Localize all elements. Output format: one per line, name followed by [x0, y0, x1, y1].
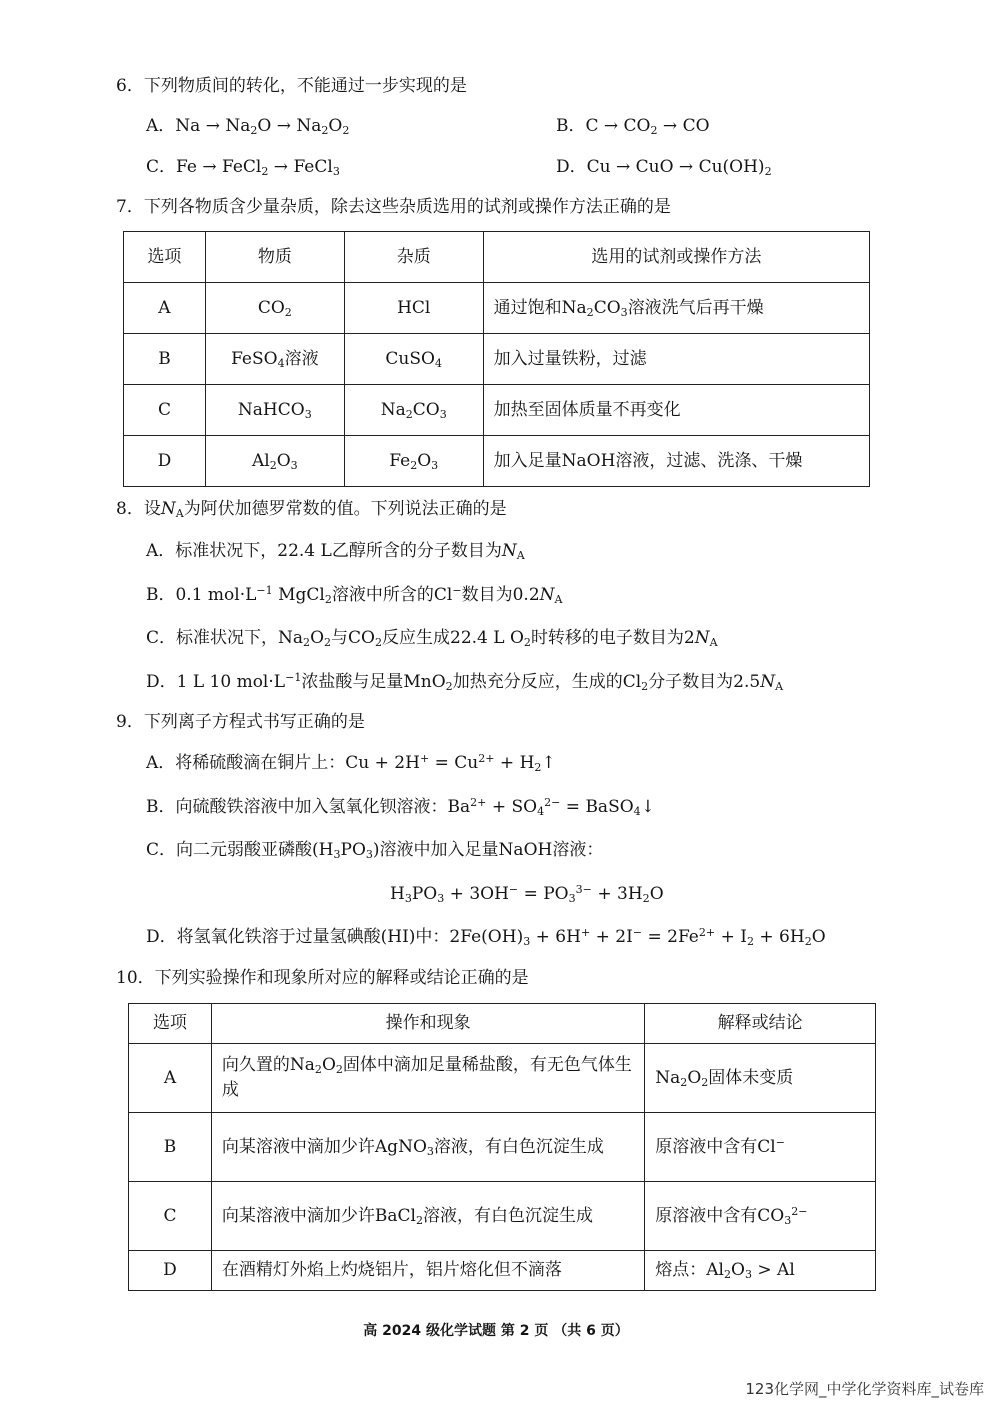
q9-option-a: A．将稀硫酸滴在铜片上：$Cu + 2H^+ = Cu^{2+}$ + $H_2↑$: [146, 751, 556, 775]
q7-cell-option: C: [124, 385, 206, 436]
q10-cell-conclusion: 原溶液中含有$CO_3^{2-}$: [645, 1182, 876, 1251]
q7-cell-substance: FeSO$_4$溶液: [205, 334, 344, 385]
q10-cell-option: A: [129, 1044, 212, 1113]
q7-cell-method: 加入过量铁粉，过滤: [483, 334, 869, 385]
table-row: [124, 385, 870, 436]
q6-option-d: D．Cu → CuO → $Cu(OH)_2$: [556, 157, 772, 179]
q7-cell-impurity: $Fe_2O_3$: [344, 436, 483, 487]
q9-option-c-equation: $H_3PO_3 + 3OH^- = PO_3^{3-} + 3H_2O$: [390, 882, 664, 906]
table-row: [124, 283, 870, 334]
q10-header-option: 选项: [129, 1004, 212, 1044]
q10-cell-operation: 在酒精灯外焰上灼烧铝片，铝片熔化但不滴落: [211, 1251, 644, 1291]
q10-stem: 10．下列实验操作和现象所对应的解释或结论正确的是: [116, 968, 529, 988]
q7-cell-option: D: [124, 436, 206, 487]
q7-header-row: [124, 232, 870, 283]
q7-cell-method: 加入足量NaOH溶液，过滤、洗涤、干燥: [483, 436, 869, 487]
table-row: [124, 436, 870, 487]
q8-option-d: D．1 L 10 $mol\cdot L^{-1}$浓盐酸与足量MnO$_2$加热充分反应，生成的$Cl_2$分子数目为$2.5N_A$: [146, 670, 784, 694]
q9-option-d: D．将氢氧化铁溶于过量氢碘酸(HI)中：$2Fe(OH)_3 + 6H^+ + 2I^- = 2Fe^{2+} + I_2 + 6H_2O$: [146, 925, 826, 949]
q6-stem: 6．下列物质间的转化，不能通过一步实现的是: [116, 76, 467, 96]
q7-header-option: 选项: [124, 232, 206, 283]
q7-header-method: 选用的试剂或操作方法: [483, 232, 869, 283]
q6-option-c: C．Fe → FeCl$_2$ → FeCl$_3$: [146, 157, 340, 179]
q7-cell-impurity: HCl: [344, 283, 483, 334]
page-footer: 高 2024 级化学试题 第 2 页 （共 6 页）: [363, 1323, 629, 1339]
q7-cell-impurity: CuSO$_4$: [344, 334, 483, 385]
q8-option-c: C．标准状况下，$Na_2O_2$与$CO_2$反应生成22.4 L $O_2$时转移的电子数目为$2N_A$: [146, 628, 718, 650]
q10-cell-conclusion: 熔点：$Al_2O_3 > Al$: [645, 1251, 876, 1291]
q8-stem: 8．设$N_A$为阿伏加德罗常数的值。下列说法正确的是: [116, 499, 507, 521]
q6-option-a: A．$Na \to Na_2O \to Na_2O_2$: [146, 116, 350, 138]
q10-cell-operation: 向某溶液中滴加少许AgNO$_3$溶液，有白色沉淀生成: [211, 1113, 644, 1182]
table-row: [129, 1044, 876, 1113]
q10-cell-option: B: [129, 1113, 212, 1182]
q10-cell-operation: 向久置的$Na_2O_2$固体中滴加足量稀盐酸，有无色气体生成: [211, 1044, 644, 1113]
q9-option-c: C．向二元弱酸亚磷酸$(H_3PO_3)$溶液中加入足量NaOH溶液：: [146, 840, 604, 862]
q7-table: [123, 231, 870, 487]
q7-cell-substance: NaHCO$_3$: [205, 385, 344, 436]
q10-cell-operation: 向某溶液中滴加少许BaCl$_2$溶液，有白色沉淀生成: [211, 1182, 644, 1251]
q10-cell-option: C: [129, 1182, 212, 1251]
q7-stem: 7．下列各物质含少量杂质，除去这些杂质选用的试剂或操作方法正确的是: [116, 197, 671, 217]
q7-cell-substance: $CO_2$: [205, 283, 344, 334]
q10-cell-option: D: [129, 1251, 212, 1291]
q10-cell-conclusion: 原溶液中含有Cl−: [645, 1113, 876, 1182]
table-row: [129, 1113, 876, 1182]
q7-header-substance: 物质: [205, 232, 344, 283]
q10-header-conclusion: 解释或结论: [645, 1004, 876, 1044]
q10-header-row: [129, 1004, 876, 1044]
q8-option-a: A．标准状况下，22.4 L乙醇所含的分子数目为$N_A$: [146, 541, 525, 563]
q10-table: [128, 1003, 876, 1291]
q10-header-operation: 操作和现象: [211, 1004, 644, 1044]
q7-header-impurity: 杂质: [344, 232, 483, 283]
q7-cell-method: 通过饱和$Na_2CO_3$溶液洗气后再干燥: [483, 283, 869, 334]
q7-cell-impurity: $Na_2CO_3$: [344, 385, 483, 436]
q7-cell-method: 加热至固体质量不再变化: [483, 385, 869, 436]
table-row: [129, 1182, 876, 1251]
q8-option-b: B．0.1 $mol\cdot L^{-1}$ MgCl$_2$溶液中所含的Cl−数目为$0.2N_A$: [146, 583, 563, 607]
q7-cell-substance: $Al_2O_3$: [205, 436, 344, 487]
q7-cell-option: B: [124, 334, 206, 385]
q10-cell-conclusion: $Na_2O_2$固体未变质: [645, 1044, 876, 1113]
q7-cell-option: A: [124, 283, 206, 334]
q9-option-b: B．向硫酸铁溶液中加入氢氧化钡溶液：$Ba^{2+} + SO_4^{2-}$ = BaSO$_4$↓: [146, 795, 655, 819]
table-row: [129, 1251, 876, 1291]
table-row: [124, 334, 870, 385]
q6-option-b: B．$C \to CO_2$ → CO: [556, 116, 710, 138]
q9-stem: 9．下列离子方程式书写正确的是: [116, 712, 365, 732]
watermark-text: 123化学网_中学化学资料库_试卷库: [745, 1380, 984, 1398]
